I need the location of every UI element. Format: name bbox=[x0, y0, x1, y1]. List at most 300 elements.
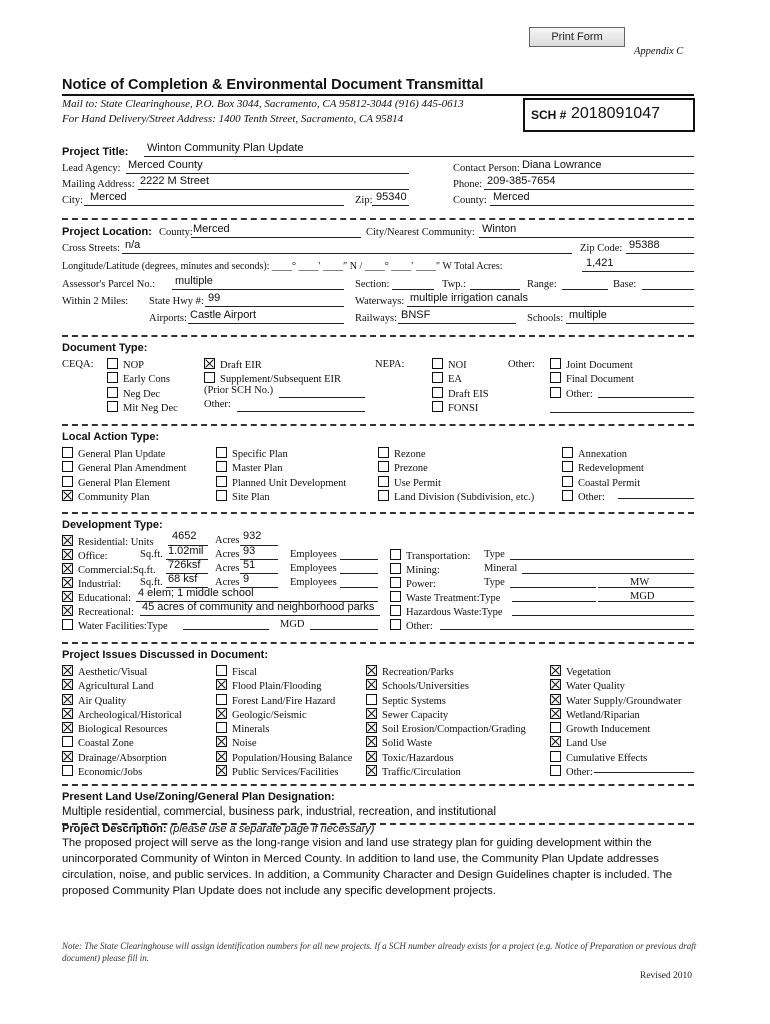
minerals-checkbox[interactable] bbox=[216, 722, 227, 733]
air-quality-label: Air Quality bbox=[78, 695, 127, 707]
mineral-label: Mineral bbox=[484, 563, 518, 574]
issues-col4 bbox=[550, 665, 682, 779]
range-line bbox=[562, 289, 608, 290]
office-sqft-value[interactable]: 1.02mil bbox=[168, 545, 204, 557]
commercial-sqft-value[interactable]: 726ksf bbox=[168, 559, 201, 571]
dev-water-row bbox=[62, 619, 168, 632]
checkbox-item-wetland-riparian[interactable] bbox=[550, 708, 682, 722]
city-nearest-value[interactable]: Winton bbox=[482, 223, 517, 235]
dev-educational-row bbox=[62, 591, 131, 604]
checkbox-item-noise[interactable] bbox=[216, 736, 352, 750]
mailing-address-line bbox=[138, 189, 409, 190]
local-action-col1 bbox=[62, 447, 186, 504]
growth-inducement-label: Growth Inducement bbox=[566, 724, 651, 736]
parcel-value[interactable]: multiple bbox=[175, 275, 213, 287]
project-location-label: Project Location: bbox=[62, 226, 152, 238]
biological-resources-checkbox[interactable] bbox=[62, 722, 73, 733]
rezone-checkbox[interactable] bbox=[378, 447, 389, 458]
checkbox-item-economic-jobs[interactable] bbox=[62, 765, 182, 779]
residential-label: Residential: Units bbox=[78, 537, 154, 548]
dev-other-label: Other: bbox=[406, 621, 433, 632]
final-document-checkbox[interactable] bbox=[550, 372, 561, 383]
water-quality-checkbox[interactable] bbox=[550, 679, 561, 690]
schools-label: Schools: bbox=[527, 313, 564, 324]
traffic-circulation-checkbox[interactable] bbox=[366, 765, 377, 776]
county-label: County: bbox=[453, 195, 487, 206]
ceqa-options-col1 bbox=[107, 358, 178, 415]
checkbox-item-public-services-facilities[interactable] bbox=[216, 765, 352, 779]
population-housing-balance-checkbox[interactable] bbox=[216, 751, 227, 762]
residential-units-value[interactable]: 4652 bbox=[172, 530, 197, 542]
recreational-checkbox[interactable] bbox=[62, 605, 73, 616]
checkbox-item-biological-resources[interactable] bbox=[62, 722, 182, 736]
coastal-zone-label: Coastal Zone bbox=[78, 738, 134, 750]
checkbox-item-geologic-seismic[interactable] bbox=[216, 708, 352, 722]
land-use-value[interactable]: Multiple residential, commercial, business park, industrial, recreation, and institutional bbox=[62, 806, 497, 818]
project-description-note: (please use a separate page if necessary) bbox=[169, 823, 375, 835]
office-acres-value[interactable]: 93 bbox=[243, 545, 256, 557]
base-line bbox=[642, 289, 694, 290]
cumulative-effects-checkbox[interactable] bbox=[550, 751, 561, 762]
mit-neg-dec-checkbox[interactable] bbox=[107, 401, 118, 412]
draft-eis-checkbox[interactable] bbox=[432, 387, 443, 398]
industrial-employees-line bbox=[340, 587, 378, 588]
project-title-label: Project Title: bbox=[62, 146, 129, 158]
public-services-facilities-checkbox[interactable] bbox=[216, 765, 227, 776]
forest-land-fire-hazard-label: Forest Land/Fire Hazard bbox=[232, 695, 336, 707]
planned-unit-development-checkbox[interactable] bbox=[216, 476, 227, 487]
checkbox-item-master-plan[interactable] bbox=[216, 461, 346, 475]
prior-sch-label: (Prior SCH No.) bbox=[204, 385, 274, 396]
checkbox-item-minerals[interactable] bbox=[216, 722, 352, 736]
project-description-heading: Project Description: bbox=[62, 823, 167, 835]
cross-streets-value[interactable]: n/a bbox=[125, 239, 141, 251]
educational-value[interactable]: 4 elem; 1 middle school bbox=[138, 587, 254, 599]
toxic-hazardous-label: Toxic/Hazardous bbox=[382, 752, 454, 764]
septic-systems-label: Septic Systems bbox=[382, 695, 446, 707]
contact-label: Contact Person: bbox=[453, 163, 520, 174]
commercial-checkbox[interactable] bbox=[62, 563, 73, 574]
checkbox-item-other[interactable] bbox=[550, 387, 634, 401]
waste-mgd-label: MGD bbox=[630, 591, 655, 602]
checkbox-item-land-use[interactable] bbox=[550, 736, 682, 750]
mailing-address-value[interactable]: 2222 M Street bbox=[140, 175, 210, 187]
economic-jobs-checkbox[interactable] bbox=[62, 765, 73, 776]
page-title: Notice of Completion & Environmental Document Transmittal bbox=[62, 77, 484, 93]
use-permit-checkbox[interactable] bbox=[378, 476, 389, 487]
checkbox-item-community-plan[interactable] bbox=[62, 490, 186, 504]
industrial-acres-label: Acres bbox=[215, 577, 240, 588]
fonsi-label: FONSI bbox=[448, 402, 479, 414]
water-mgd-label: MGD bbox=[280, 619, 305, 630]
geologic-seismic-checkbox[interactable] bbox=[216, 708, 227, 719]
prezone-checkbox[interactable] bbox=[378, 461, 389, 472]
checkbox-item-water-supply-groundwater[interactable] bbox=[550, 694, 682, 708]
community-plan-label: Community Plan bbox=[78, 491, 150, 503]
residential-checkbox[interactable] bbox=[62, 535, 73, 546]
waterways-value[interactable]: multiple irrigation canals bbox=[410, 292, 528, 304]
title-rule bbox=[62, 94, 694, 96]
zip-code-label: Zip Code: bbox=[580, 243, 623, 254]
toxic-hazardous-checkbox[interactable] bbox=[366, 751, 377, 762]
joint-document-label: Joint Document bbox=[566, 360, 633, 371]
checkbox-item-schools-universities[interactable] bbox=[366, 679, 526, 693]
early-cons-checkbox[interactable] bbox=[107, 372, 118, 383]
dev-other-checkbox[interactable] bbox=[390, 619, 401, 630]
checkbox-item-vegetation[interactable] bbox=[550, 665, 682, 679]
checkbox-item-general-plan-element[interactable] bbox=[62, 476, 186, 490]
water-quality-label: Water Quality bbox=[566, 681, 625, 693]
checkbox-item-sewer-capacity[interactable] bbox=[366, 708, 526, 722]
flood-plain-flooding-label: Flood Plain/Flooding bbox=[232, 681, 322, 693]
soil-erosion-compaction-grading-checkbox[interactable] bbox=[366, 722, 377, 733]
checkbox-item-cumulative-effects[interactable] bbox=[550, 751, 682, 765]
water-facilities-checkbox[interactable] bbox=[62, 619, 73, 630]
checkbox-item-prezone[interactable] bbox=[378, 461, 534, 475]
archeological-historical-checkbox[interactable] bbox=[62, 708, 73, 719]
mining-row bbox=[390, 563, 440, 576]
dev-residential-row bbox=[62, 535, 154, 548]
industrial-checkbox[interactable] bbox=[62, 577, 73, 588]
agricultural-land-checkbox[interactable] bbox=[62, 679, 73, 690]
general-plan-element-label: General Plan Element bbox=[78, 477, 171, 489]
mineral-line bbox=[522, 573, 694, 574]
industrial-employees-label: Employees bbox=[290, 577, 337, 588]
industrial-acres-value[interactable]: 9 bbox=[243, 573, 250, 585]
power-type-label: Type bbox=[484, 577, 505, 588]
nop-checkbox[interactable] bbox=[107, 358, 118, 369]
coastal-permit-checkbox[interactable] bbox=[562, 476, 573, 487]
other-checkbox[interactable] bbox=[550, 387, 561, 398]
specific-plan-checkbox[interactable] bbox=[216, 447, 227, 458]
office-acres-label: Acres bbox=[215, 549, 240, 560]
railways-label: Railways: bbox=[355, 313, 397, 324]
schools-universities-label: Schools/Universities bbox=[382, 681, 469, 693]
zip-code-value[interactable]: 95388 bbox=[629, 239, 660, 251]
cross-streets-label: Cross Streets: bbox=[62, 243, 121, 254]
recreational-value[interactable]: 45 acres of community and neighborhood parks bbox=[142, 601, 375, 613]
checkbox-item-joint-document[interactable] bbox=[550, 358, 634, 372]
project-description-heading-row bbox=[62, 823, 374, 835]
parcel-label: Assessor's Parcel No.: bbox=[62, 279, 156, 290]
document-type-heading: Document Type: bbox=[62, 342, 148, 354]
project-title-line bbox=[144, 156, 694, 157]
project-description-text[interactable]: The proposed project will serve as the long-range vision and land use strategy plan for guiding development within the unincorporated Community of Winton in Merced County. In addition to land use, the Community Plan Update addresses circulation, noise, and public services. In addition, a Community Character and Design Guidelines chapter is included. The proposed Community Plan Update does not include any specific development projects. bbox=[62, 837, 673, 897]
economic-jobs-label: Economic/Jobs bbox=[78, 767, 143, 779]
lead-agency-line bbox=[126, 173, 409, 174]
air-quality-checkbox[interactable] bbox=[62, 694, 73, 705]
site-plan-label: Site Plan bbox=[232, 491, 270, 503]
power-checkbox[interactable] bbox=[390, 577, 401, 588]
coastal-permit-label: Coastal Permit bbox=[578, 477, 641, 489]
range-label: Range: bbox=[527, 279, 557, 290]
septic-systems-checkbox[interactable] bbox=[366, 694, 377, 705]
checkbox-item-traffic-circulation[interactable] bbox=[366, 765, 526, 779]
issues-heading: Project Issues Discussed in Document: bbox=[62, 649, 269, 661]
master-plan-checkbox[interactable] bbox=[216, 461, 227, 472]
solid-waste-checkbox[interactable] bbox=[366, 736, 377, 747]
recreational-label: Recreational: bbox=[78, 607, 134, 618]
aesthetic-visual-checkbox[interactable] bbox=[62, 665, 73, 676]
supplement-subsequent-eir-label: Supplement/Subsequent EIR bbox=[220, 374, 342, 386]
checkbox-item-rezone[interactable] bbox=[378, 447, 534, 461]
state-hwy-value[interactable]: 99 bbox=[208, 292, 221, 304]
railways-line bbox=[398, 323, 516, 324]
land-use-label: Land Use bbox=[566, 738, 607, 750]
educational-label: Educational: bbox=[78, 593, 132, 604]
project-title-value[interactable]: Winton Community Plan Update bbox=[147, 142, 304, 154]
industrial-sqft-value[interactable]: 68 ksf bbox=[168, 573, 198, 585]
schools-value[interactable]: multiple bbox=[569, 309, 607, 321]
general-plan-amendment-checkbox[interactable] bbox=[62, 461, 73, 472]
commercial-acres-label: Acres bbox=[215, 563, 240, 574]
checkbox-item-drainage-absorption[interactable] bbox=[62, 751, 182, 765]
fonsi-checkbox[interactable] bbox=[432, 401, 443, 412]
dev-industrial-row bbox=[62, 577, 121, 590]
checkbox-item-final-document[interactable] bbox=[550, 372, 634, 386]
waste-treatment-checkbox[interactable] bbox=[390, 591, 401, 602]
checkbox-item-ea[interactable] bbox=[432, 372, 489, 386]
annexation-label: Annexation bbox=[578, 449, 627, 460]
checkbox-item-draft-eis[interactable] bbox=[432, 387, 489, 401]
airports-label: Airports: bbox=[149, 313, 187, 324]
draft-eis-label: Draft EIS bbox=[448, 388, 489, 400]
checkbox-item-coastal-permit[interactable] bbox=[562, 476, 644, 490]
water-supply-groundwater-checkbox[interactable] bbox=[550, 694, 561, 705]
annexation-checkbox[interactable] bbox=[562, 447, 573, 458]
noi-label: NOI bbox=[448, 360, 467, 371]
city-line bbox=[84, 205, 344, 206]
redevelopment-checkbox[interactable] bbox=[562, 461, 573, 472]
public-services-facilities-label: Public Services/Facilities bbox=[232, 767, 339, 779]
mit-neg-dec-label: Mit Neg Dec bbox=[123, 402, 178, 414]
general-plan-amendment-label: General Plan Amendment bbox=[78, 463, 187, 475]
forest-land-fire-hazard-checkbox[interactable] bbox=[216, 694, 227, 705]
fiscal-checkbox[interactable] bbox=[216, 665, 227, 676]
checkbox-item-water-quality[interactable] bbox=[550, 679, 682, 693]
twp-label: Twp.: bbox=[442, 279, 467, 290]
nop-label: NOP bbox=[123, 360, 145, 371]
checkbox-item-population-housing-balance[interactable] bbox=[216, 751, 352, 765]
checkbox-item-redevelopment[interactable] bbox=[562, 461, 644, 475]
water-type-line bbox=[183, 629, 269, 630]
power-label: Power: bbox=[406, 579, 436, 590]
checkbox-item-flood-plain-flooding[interactable] bbox=[216, 679, 352, 693]
schools-universities-checkbox[interactable] bbox=[366, 679, 377, 690]
industrial-sqft-label: Sq.ft. bbox=[140, 577, 163, 588]
zip-value[interactable]: 95340 bbox=[376, 191, 407, 203]
recreation-parks-checkbox[interactable] bbox=[366, 665, 377, 676]
redevelopment-label: Redevelopment bbox=[578, 463, 644, 475]
county-line bbox=[490, 205, 694, 206]
local-action-other-line bbox=[618, 498, 694, 499]
checkbox-item-neg-dec[interactable] bbox=[107, 387, 178, 401]
zip-line bbox=[372, 205, 409, 206]
checkbox-item-use-permit[interactable] bbox=[378, 476, 534, 490]
checkbox-item-recreation-parks[interactable] bbox=[366, 665, 526, 679]
growth-inducement-checkbox[interactable] bbox=[550, 722, 561, 733]
power-type-line bbox=[510, 587, 596, 588]
prior-sch-line bbox=[279, 397, 365, 398]
checkbox-item-toxic-hazardous[interactable] bbox=[366, 751, 526, 765]
neg-dec-checkbox[interactable] bbox=[107, 387, 118, 398]
commercial-acres-value[interactable]: 51 bbox=[243, 559, 256, 571]
checkbox-item-general-plan-update[interactable] bbox=[62, 447, 186, 461]
final-document-label: Final Document bbox=[566, 374, 634, 386]
community-plan-checkbox[interactable] bbox=[62, 490, 73, 501]
divider bbox=[62, 218, 694, 220]
checkbox-item-noi[interactable] bbox=[432, 358, 489, 372]
checkbox-item-fiscal[interactable] bbox=[216, 665, 352, 679]
checkbox-item-archeological-historical[interactable] bbox=[62, 708, 182, 722]
total-acres-value[interactable]: 1,421 bbox=[586, 257, 614, 269]
drainage-absorption-label: Drainage/Absorption bbox=[78, 752, 167, 764]
hand-delivery-line: For Hand Delivery/Street Address: 1400 Tenth Street, Sacramento, CA 95814 bbox=[62, 113, 404, 125]
waste-treatment-label: Waste Treatment:Type bbox=[406, 593, 501, 604]
other-label: Other: bbox=[566, 767, 593, 779]
wetland-riparian-checkbox[interactable] bbox=[550, 708, 561, 719]
residential-acres-label: Acres bbox=[215, 535, 240, 546]
nepa-options bbox=[432, 358, 489, 415]
other-checkbox[interactable] bbox=[550, 765, 561, 776]
flood-plain-flooding-checkbox[interactable] bbox=[216, 679, 227, 690]
checkbox-item-coastal-zone[interactable] bbox=[62, 736, 182, 750]
dev-other-row bbox=[390, 619, 433, 632]
waterways-line bbox=[407, 306, 694, 307]
general-plan-update-checkbox[interactable] bbox=[62, 447, 73, 458]
divider bbox=[62, 424, 694, 426]
divider bbox=[62, 335, 694, 337]
traffic-circulation-label: Traffic/Circulation bbox=[382, 767, 461, 779]
issues-col1 bbox=[62, 665, 182, 779]
noise-checkbox[interactable] bbox=[216, 736, 227, 747]
state-hwy-label: State Hwy #: bbox=[149, 296, 204, 307]
sch-number-box bbox=[523, 98, 695, 132]
draft-eir-checkbox[interactable] bbox=[204, 358, 215, 369]
checkbox-item-fonsi[interactable] bbox=[432, 401, 489, 415]
supplement-subsequent-eir-checkbox[interactable] bbox=[204, 372, 215, 383]
checkbox-item-agricultural-land[interactable] bbox=[62, 679, 182, 693]
checkbox-item-solid-waste[interactable] bbox=[366, 736, 526, 750]
within-2-miles-label: Within 2 Miles: bbox=[62, 296, 129, 307]
airports-value[interactable]: Castle Airport bbox=[190, 309, 257, 321]
ea-checkbox[interactable] bbox=[432, 372, 443, 383]
recreational-line bbox=[140, 615, 380, 616]
waste-row bbox=[390, 591, 500, 604]
recreation-parks-label: Recreation/Parks bbox=[382, 667, 454, 678]
noi-checkbox[interactable] bbox=[432, 358, 443, 369]
sch-label: SCH # bbox=[531, 108, 567, 122]
water-supply-groundwater-label: Water Supply/Groundwater bbox=[566, 695, 682, 707]
transportation-row bbox=[390, 549, 470, 562]
commercial-employees-label: Employees bbox=[290, 563, 337, 574]
city-value[interactable]: Merced bbox=[90, 191, 127, 203]
checkbox-item-planned-unit-development[interactable] bbox=[216, 476, 346, 490]
checkbox-item-mit-neg-dec[interactable] bbox=[107, 401, 178, 415]
hazardous-waste-checkbox[interactable] bbox=[390, 605, 401, 616]
railways-value[interactable]: BNSF bbox=[401, 309, 431, 321]
master-plan-label: Master Plan bbox=[232, 463, 283, 475]
location-county-label: County: bbox=[159, 227, 193, 238]
lead-agency-value[interactable]: Merced County bbox=[128, 159, 203, 171]
transportation-checkbox[interactable] bbox=[390, 549, 401, 560]
checkbox-item-general-plan-amendment[interactable] bbox=[62, 461, 186, 475]
mining-label: Mining: bbox=[406, 565, 440, 576]
checkbox-item-aesthetic-visual[interactable] bbox=[62, 665, 182, 679]
other-checkbox[interactable] bbox=[562, 490, 573, 501]
agricultural-land-label: Agricultural Land bbox=[78, 681, 154, 693]
phone-value[interactable]: 209-385-7654 bbox=[487, 175, 556, 187]
checkbox-item-land-division-subdivision-etc[interactable] bbox=[378, 490, 534, 504]
land-division-subdivision-etc-checkbox[interactable] bbox=[378, 490, 389, 501]
divider bbox=[62, 512, 694, 514]
checkbox-item-growth-inducement[interactable] bbox=[550, 722, 682, 736]
draft-eir-label: Draft EIR bbox=[220, 360, 262, 371]
base-label: Base: bbox=[613, 279, 637, 290]
land-use-heading: Present Land Use/Zoning/General Plan Designation: bbox=[62, 791, 335, 803]
hazardous-waste-label: Hazardous Waste:Type bbox=[406, 607, 503, 618]
land-use-checkbox[interactable] bbox=[550, 736, 561, 747]
residential-acres-value[interactable]: 932 bbox=[243, 530, 262, 542]
joint-document-checkbox[interactable] bbox=[550, 358, 561, 369]
neg-dec-label: Neg Dec bbox=[123, 388, 161, 400]
coastal-zone-checkbox[interactable] bbox=[62, 736, 73, 747]
sewer-capacity-checkbox[interactable] bbox=[366, 708, 377, 719]
print-form-button[interactable]: Print Form bbox=[529, 27, 625, 47]
schools-line bbox=[566, 323, 694, 324]
checkbox-item-draft-eir[interactable] bbox=[204, 358, 341, 372]
checkbox-item-early-cons[interactable] bbox=[107, 372, 178, 386]
footnote: Note: The State Clearinghouse will assign identification numbers for all new projects. If a SCH number already exists for a project (e.g. Notice of Preparation or previous draft document) please fill in. bbox=[62, 941, 697, 963]
location-county-value[interactable]: Merced bbox=[193, 223, 230, 235]
drainage-absorption-checkbox[interactable] bbox=[62, 751, 73, 762]
vegetation-checkbox[interactable] bbox=[550, 665, 561, 676]
contact-value[interactable]: Diana Lowrance bbox=[522, 159, 602, 171]
office-checkbox[interactable] bbox=[62, 549, 73, 560]
other-label: Other: bbox=[578, 491, 605, 503]
checkbox-item-soil-erosion-compaction-grading[interactable] bbox=[366, 722, 526, 736]
cross-streets-line bbox=[122, 253, 572, 254]
archeological-historical-label: Archeological/Historical bbox=[78, 709, 182, 721]
county-value[interactable]: Merced bbox=[493, 191, 530, 203]
dev-office-row bbox=[62, 549, 108, 562]
site-plan-checkbox[interactable] bbox=[216, 490, 227, 501]
checkbox-item-nop[interactable] bbox=[107, 358, 178, 372]
mining-checkbox[interactable] bbox=[390, 563, 401, 574]
ceqa-other-label: Other: bbox=[204, 399, 231, 410]
educational-checkbox[interactable] bbox=[62, 591, 73, 602]
checkbox-item-site-plan[interactable] bbox=[216, 490, 346, 504]
local-action-heading: Local Action Type: bbox=[62, 431, 160, 443]
water-mgd-line bbox=[310, 629, 378, 630]
section-line bbox=[392, 289, 434, 290]
sch-number[interactable]: 2018091047 bbox=[571, 105, 660, 122]
power-mw-line bbox=[598, 587, 694, 588]
divider bbox=[62, 642, 694, 644]
parcel-line bbox=[172, 289, 344, 290]
checkbox-item-septic-systems[interactable] bbox=[366, 694, 526, 708]
checkbox-item-annexation[interactable] bbox=[562, 447, 644, 461]
general-plan-element-checkbox[interactable] bbox=[62, 476, 73, 487]
local-action-col4 bbox=[562, 447, 644, 504]
city-label: City: bbox=[62, 195, 84, 206]
fiscal-label: Fiscal bbox=[232, 667, 258, 678]
phone-label: Phone: bbox=[453, 179, 483, 190]
checkbox-item-specific-plan[interactable] bbox=[216, 447, 346, 461]
checkbox-item-forest-land-fire-hazard[interactable] bbox=[216, 694, 352, 708]
hazardous-row bbox=[390, 605, 502, 618]
checkbox-item-air-quality[interactable] bbox=[62, 694, 182, 708]
